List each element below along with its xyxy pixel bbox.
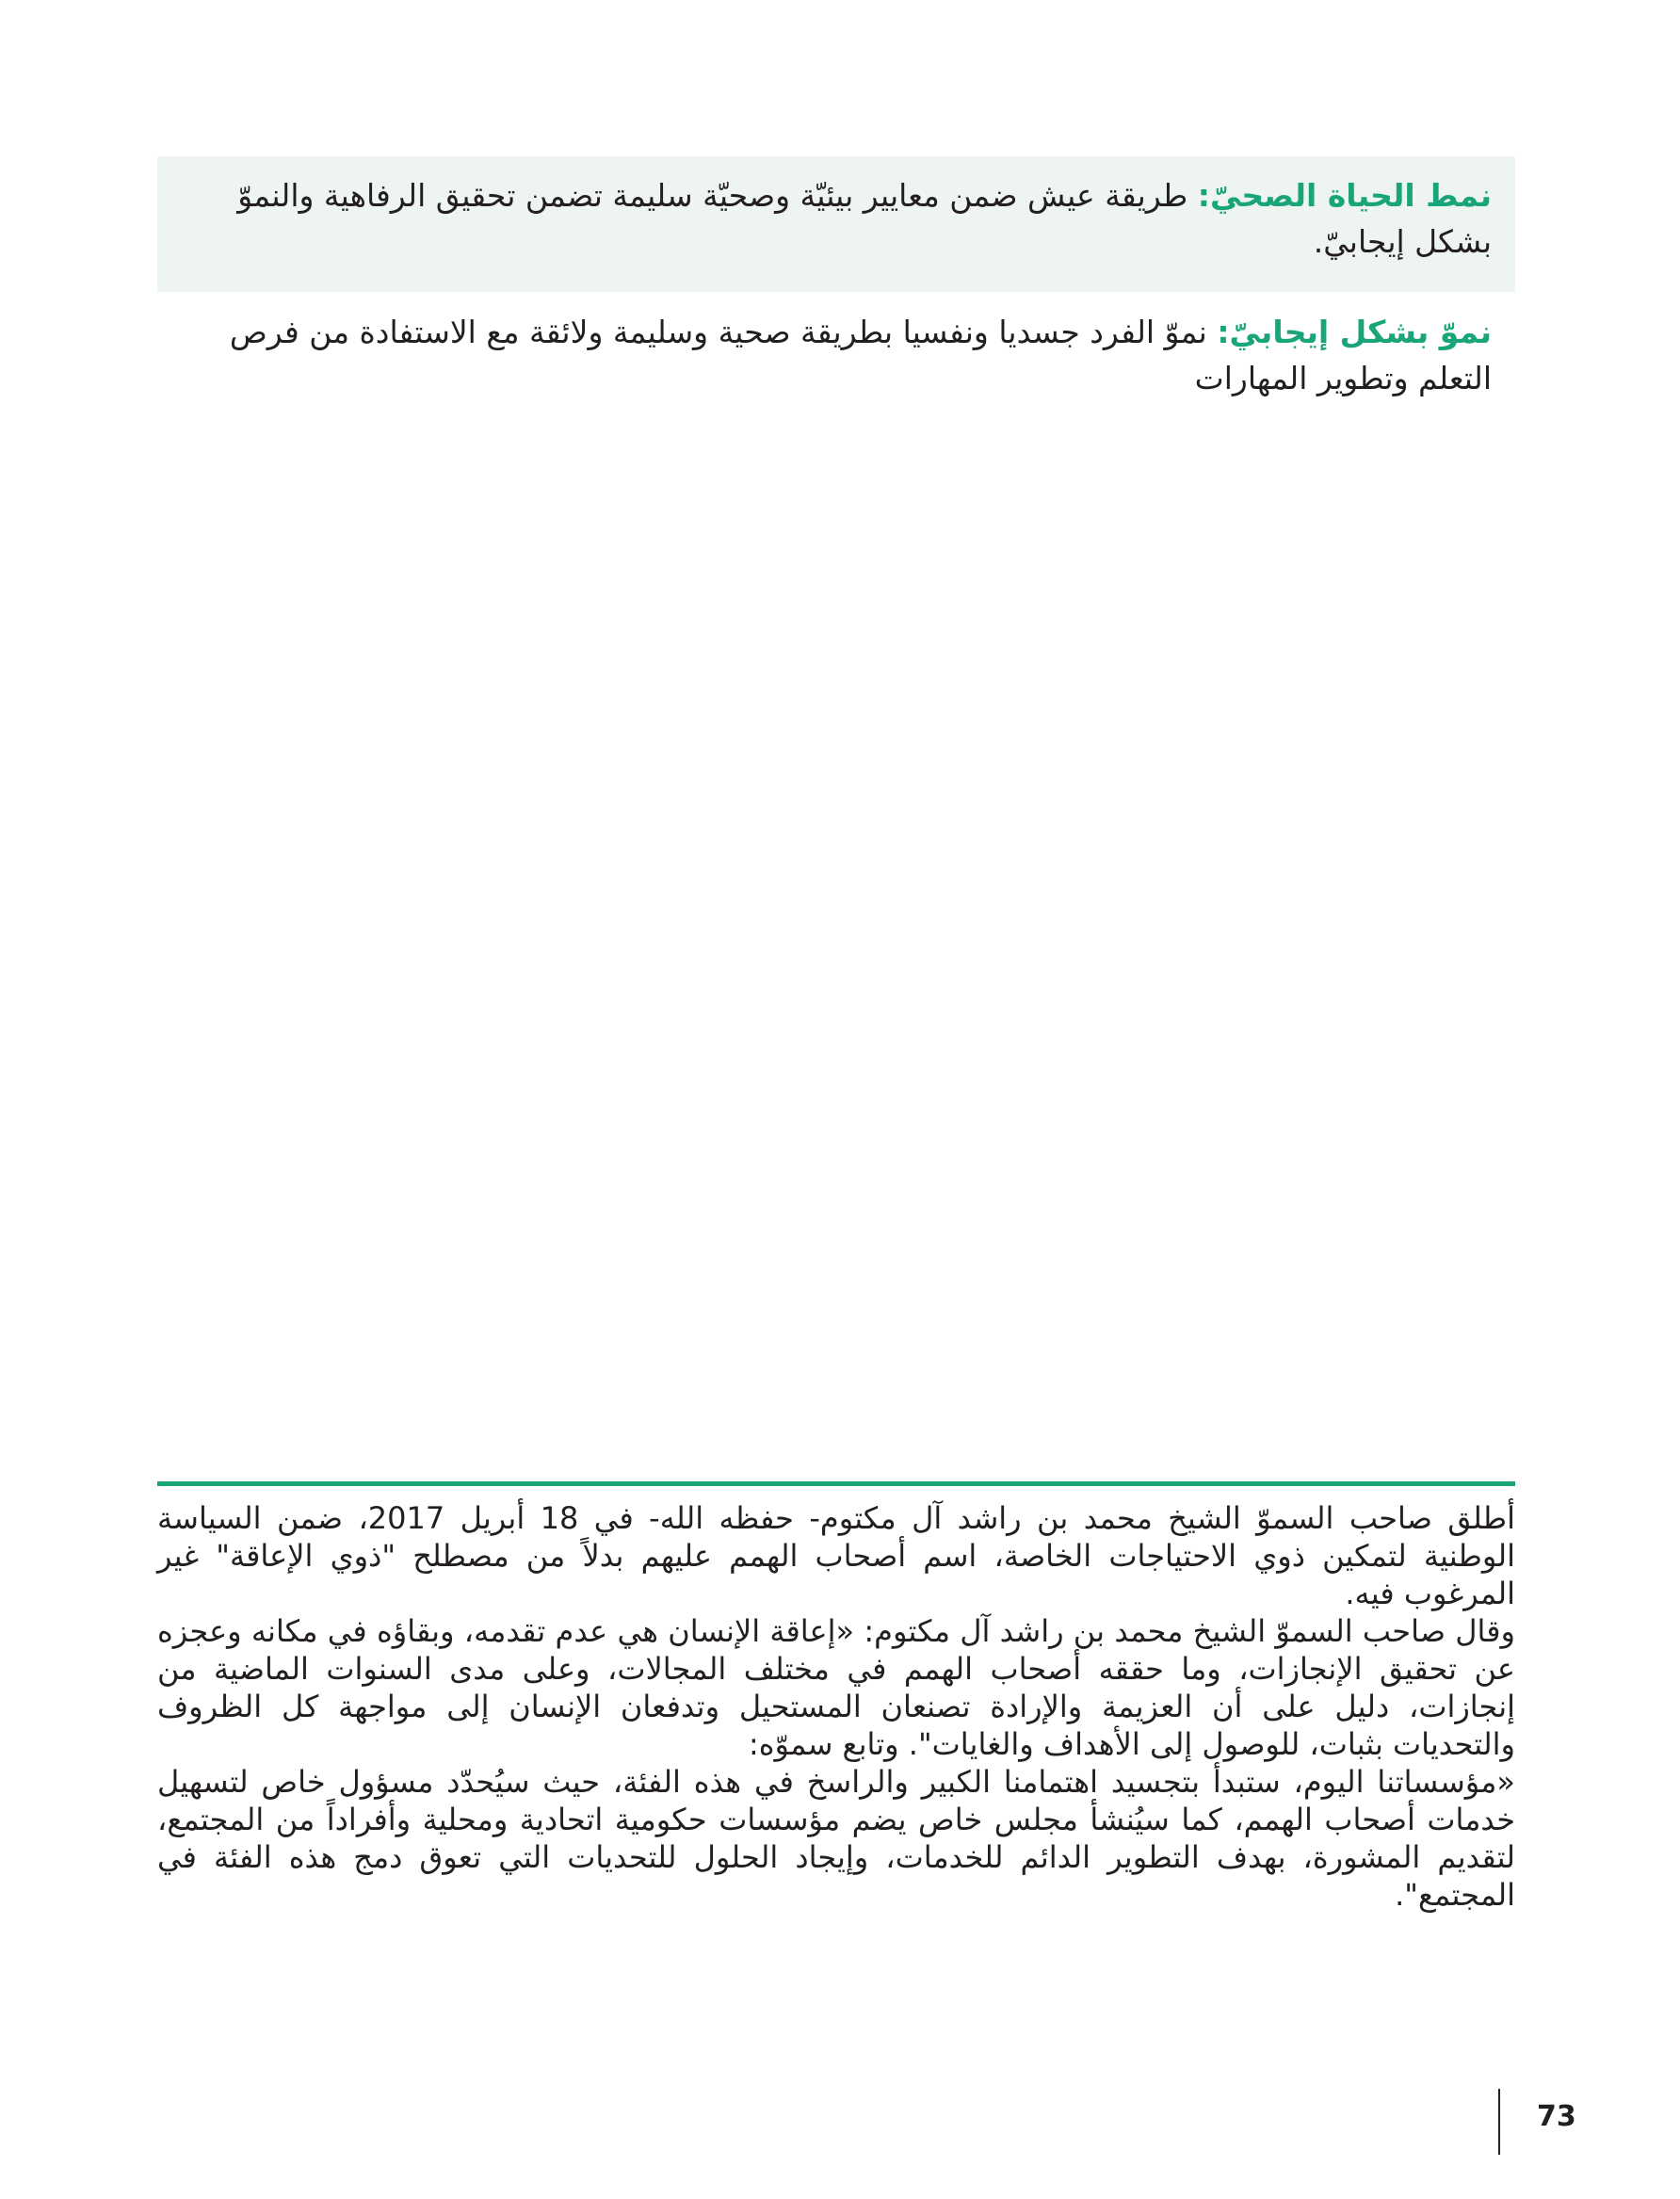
quote-paragraph: أطلق صاحب السموّ الشيخ محمد بن راشد آل مكتوم- حفظه الله- في 18 أبريل 2017، ضمن السياسة الوطنية لتمكين ذوي الاحتياجات الخاصة، اسم أصحاب الهمم عليهم بدلاً من مصطلح "ذوي الإعاقة" غير المرغوب فيه.: [157, 1500, 1515, 1611]
definition-text: نموّ الفرد جسديا ونفسيا بطريقة صحية وسليمة ولائقة مع الاستفادة من فرص التعلم وتطوير المهارات: [229, 314, 1492, 396]
section-divider: [157, 1481, 1515, 1486]
quote-paragraph: وقال صاحب السموّ الشيخ محمد بن راشد آل مكتوم: «إعاقة الإنسان هي عدم تقدمه، وبقاؤه في مكانه وعجزه عن تحقيق الإنجازات، وما حققه أصحاب الهمم في مختلف المجالات، وعلى مدى السنوات الماضية من إنجازات، دليل على أن العزيمة والإرادة تصنعان المستحيل وتدفعان الإنسان إلى مواجهة كل الظروف والتحديات بثبات، للوصول إلى الأهداف والغايات". وتابع سموّه:: [157, 1613, 1515, 1762]
quote-paragraph: «مؤسساتنا اليوم، ستبدأ بتجسيد اهتمامنا الكبير والراسخ في هذه الفئة، حيث سيُحدّد مسؤول خاص لتسهيل خدمات أصحاب الهمم، كما سيُنشأ مجلس خاص يضم مؤسسات حكومية اتحادية ومحلية وأفراداً من المجتمع، لتقديم المشورة، بهدف التطوير الدائم للخدمات، وإيجاد الحلول للتحديات التي تعوق دمج هذه الفئة في المجتمع".: [157, 1764, 1515, 1913]
page-number-rule: [1498, 2089, 1500, 2155]
definition-text: طريقة عيش ضمن معايير بيئيّة وصحيّة سليمة تضمن تحقيق الرفاهية والنموّ بشكل إيجابيّ.: [237, 177, 1492, 260]
quote-section: [157, 1499, 1515, 1914]
definition-positive-growth: [157, 299, 1515, 401]
definition-term: نموّ بشكل إيجابيّ:: [1217, 314, 1492, 350]
page-number: 73: [1537, 2100, 1576, 2133]
definition-healthy-lifestyle: [157, 156, 1515, 292]
definition-term: نمط الحياة الصحيّ:: [1197, 177, 1492, 214]
